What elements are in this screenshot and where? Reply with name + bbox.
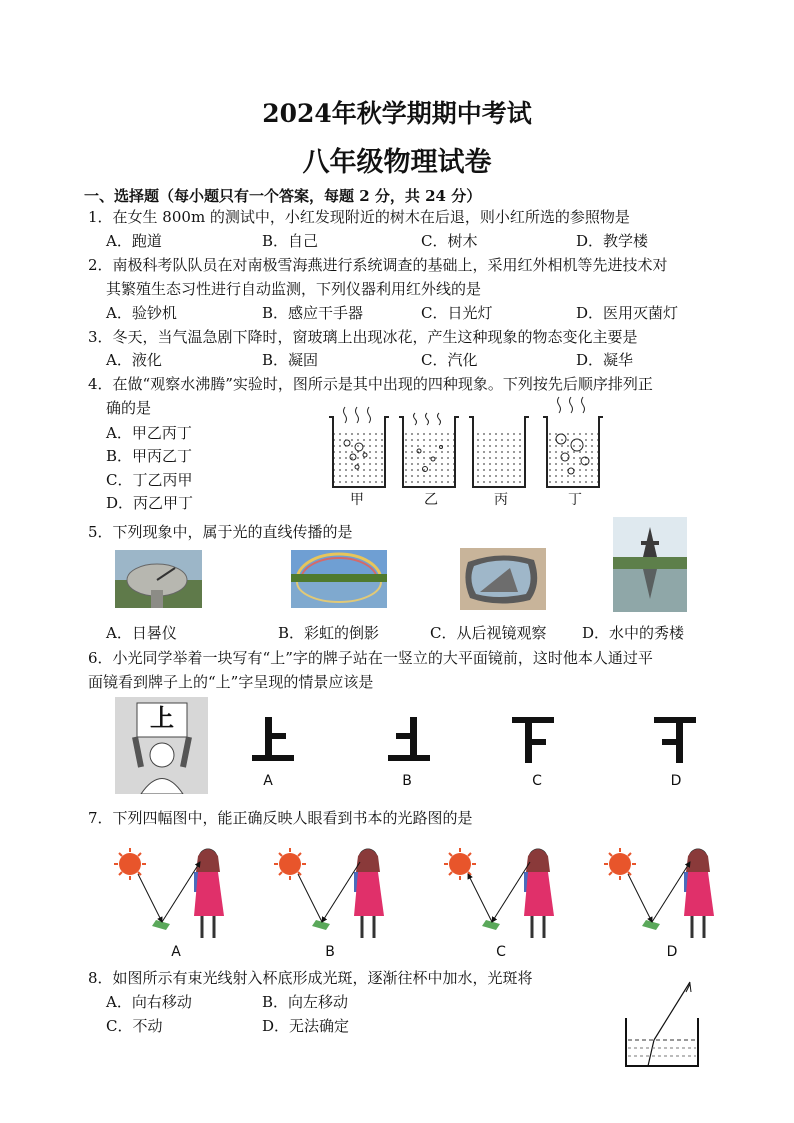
beaker-label-jia: 甲 [350, 492, 364, 508]
exam-title: 2024年秋学期期中考试 [262, 99, 532, 128]
beaker-jia [329, 407, 389, 487]
q4-option-d: D．丙乙甲丁 [106, 494, 194, 512]
question-1-stem: 1．在女生 800m 的测试中，小红发现附近的树木在后退，则小红所选的参照物是 [88, 208, 630, 226]
question-6-stem-line1: 6．小光同学举着一块写有“上”字的牌子站在一竖立的大平面镜前，这时他本人通过平 [88, 649, 653, 667]
q4-option-b: B．甲丙乙丁 [106, 447, 193, 465]
q6-label-c: C [532, 773, 542, 789]
q3-option-b: B．凝固 [262, 351, 319, 369]
exam-subtitle: 八年级物理试卷 [302, 147, 492, 178]
light-path-option-d [604, 848, 714, 938]
light-path-option-a [114, 848, 224, 938]
q1-option-a: A．跑道 [106, 232, 162, 250]
beaker-label-yi: 乙 [424, 492, 438, 508]
q8-option-a: A．向右移动 [106, 993, 192, 1011]
question-5-stem: 5．下列现象中，属于光的直线传播的是 [88, 523, 353, 541]
question-4-stem-line1: 4．在做“观察水沸腾”实验时，图所示是其中出现的四种现象。下列按先后顺序排列正 [88, 375, 653, 393]
light-path-option-c [444, 848, 554, 938]
q8-option-b: B．向左移动 [262, 993, 349, 1011]
q5-option-b: B．彩虹的倒影 [278, 624, 380, 642]
q7-label-d: D [666, 944, 678, 960]
q5-option-a: A．日晷仪 [106, 624, 177, 642]
q7-label-a: A [171, 944, 181, 960]
mirror-option-a-glyph [250, 715, 296, 763]
sundial-photo [115, 550, 202, 608]
q1-option-d: D．教学楼 [576, 232, 649, 250]
mirror-option-d-glyph [652, 715, 698, 765]
q5-option-d: D．水中的秀楼 [582, 624, 685, 642]
q2-option-d: D．医用灭菌灯 [576, 304, 679, 322]
q1-option-c: C．树木 [421, 232, 478, 250]
beaker-yi [399, 413, 459, 487]
question-3-stem: 3．冬天，当气温急剧下降时，窗玻璃上出现冰花，产生这种现象的物态变化主要是 [88, 328, 638, 346]
q2-option-a: A．验钞机 [106, 304, 177, 322]
q6-label-a: A [263, 773, 273, 789]
tower-reflection-photo [613, 517, 687, 612]
beaker-label-ding: 丁 [568, 492, 582, 508]
q1-option-b: B．自己 [262, 232, 319, 250]
q4-option-c: C．丁乙丙甲 [106, 471, 193, 489]
sign-character: 上 [150, 704, 174, 732]
beaker-label-bing: 丙 [494, 492, 508, 508]
q4-option-a: A．甲乙丙丁 [106, 424, 192, 442]
section-heading: 一、选择题（每小题只有一个答案，每题 2 分，共 24 分） [84, 187, 482, 205]
q3-option-c: C．汽化 [421, 351, 478, 369]
question-2-stem-line1: 2．南极科考队队员在对南极雪海燕进行系统调查的基础上，采用红外相机等先进技术对 [88, 256, 668, 274]
rearview-mirror-photo [460, 548, 546, 610]
question-8-stem: 8．如图所示有束光线射入杯底形成光斑，逐渐往杯中加水，光斑将 [88, 969, 533, 987]
q7-label-c: C [496, 944, 506, 960]
question-6-stem-line2: 面镜看到牌子上的“上”字呈现的情景应该是 [88, 673, 374, 691]
rainbow-reflection-photo [291, 550, 387, 608]
beaker-bing [469, 417, 529, 487]
q7-label-b: B [325, 944, 335, 960]
cup-light-beam-figure [620, 978, 702, 1068]
q6-label-d: D [670, 773, 682, 789]
mirror-option-c-glyph [510, 715, 556, 765]
light-path-figures [110, 842, 730, 942]
question-2-stem-line2: 其繁殖生态习性进行自动监测，下列仪器利用红外线的是 [106, 280, 482, 298]
q3-option-a: A．液化 [106, 351, 162, 369]
question-4-stem-line2: 确的是 [106, 399, 152, 417]
q6-label-b: B [402, 773, 412, 789]
light-path-option-b [274, 848, 384, 938]
q2-option-c: C．日光灯 [421, 304, 493, 322]
q3-option-d: D．凝华 [576, 351, 634, 369]
q8-option-d: D．无法确定 [262, 1017, 350, 1035]
q8-option-c: C．不动 [106, 1017, 163, 1035]
mirror-option-b-glyph [386, 715, 432, 763]
beaker-ding [543, 397, 603, 487]
q2-option-b: B．感应干手器 [262, 304, 364, 322]
question-7-stem: 7．下列四幅图中，能正确反映人眼看到书本的光路图的是 [88, 809, 473, 827]
q5-option-c: C．从后视镜观察 [430, 624, 547, 642]
